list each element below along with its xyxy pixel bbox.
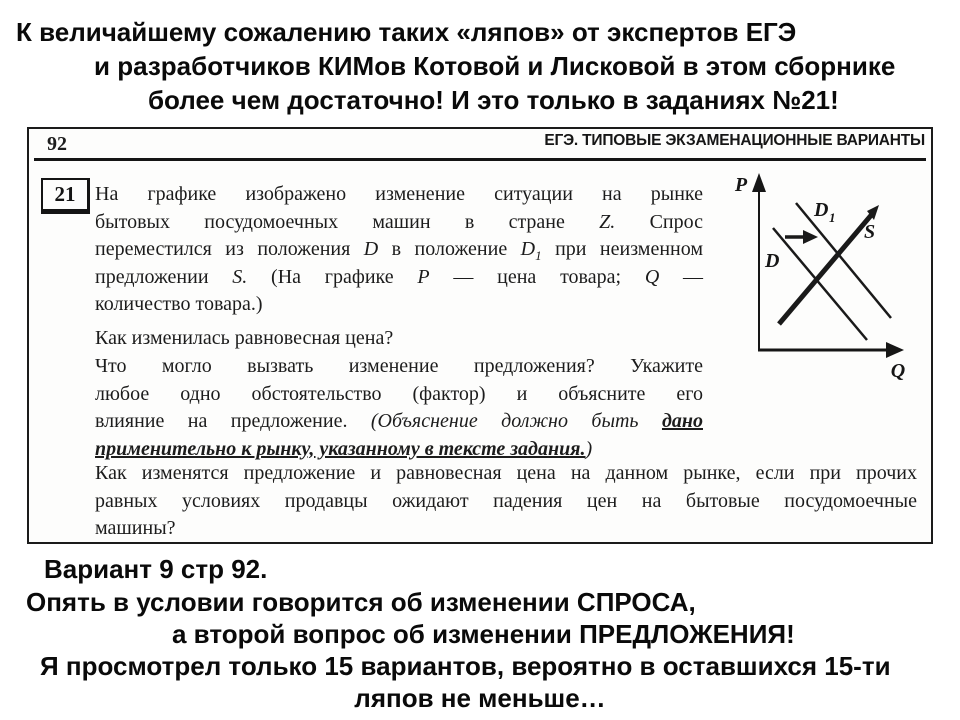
- d1-label-sub: 1: [829, 210, 836, 225]
- top-note-line-3: более чем достаточно! И это только в заданиях №21!: [148, 85, 839, 115]
- q-axis-arrow-icon: [886, 342, 904, 358]
- task-line: переместился из положения D в положение $D_1$ при неизменном: [95, 238, 704, 263]
- task-line: машины?: [95, 517, 176, 539]
- d-label: D: [765, 250, 780, 272]
- task-line: применительно к рынку, указанному в тексте задания.): [95, 437, 593, 460]
- task-line: На графике изображено изменение ситуации на рынке: [95, 183, 703, 205]
- top-note-line-1: К величайшему сожалению таких «ляпов» от экспертов ЕГЭ: [16, 17, 797, 47]
- task-number-box: [41, 178, 90, 214]
- p-axis-arrow-icon: [752, 173, 766, 192]
- demand-line-d: [773, 228, 867, 340]
- task-question-1: Как изменилась равновесная цена?: [95, 327, 394, 349]
- task-line: равных условиях продавцы ожидают падения цен на бытовые посудомоечные: [95, 489, 917, 512]
- bottom-note-line-4: Я просмотрел только 15 вариантов, вероятно в оставшихся 15-ти: [40, 651, 891, 681]
- task-line: влияние на предложение. (Объяснение должно быть дано: [95, 410, 703, 432]
- bottom-note-line-5: ляпов не меньше…: [354, 683, 606, 713]
- bottom-note-line-2: Опять в условии говорится об изменении СПРОСА,: [26, 587, 696, 617]
- task-line: любое одно обстоятельство (фактор) и объясните его: [95, 382, 703, 405]
- q-axis-label: Q: [890, 360, 906, 382]
- task-paragraph-1: [95, 181, 703, 319]
- p-axis-label: P: [734, 174, 748, 196]
- scanned-page: [27, 127, 933, 544]
- supply-line-s: [779, 213, 876, 324]
- task-line: предложении S. (На графике P — цена товара; Q —: [95, 265, 704, 288]
- task-line: Как изменятся предложение и равновесная цена на данном рынке, если при прочих: [95, 462, 917, 484]
- supply-demand-graph: [701, 161, 941, 391]
- bottom-note-line-1: Вариант 9 стр 92.: [44, 554, 268, 584]
- shift-arrow-icon: [803, 230, 818, 244]
- task-line: Что могло вызвать изменение предложения? Укажите: [95, 355, 703, 377]
- task-paragraph-3: [95, 460, 917, 543]
- bottom-note-line-3: а второй вопрос об изменении ПРЕДЛОЖЕНИЯ!: [172, 619, 795, 649]
- page-number: 92: [47, 133, 67, 155]
- task-paragraph-2: [95, 353, 703, 463]
- task-line: количество товара.): [95, 293, 263, 315]
- s-label: S: [864, 221, 876, 243]
- demand-line-d1: [796, 203, 891, 318]
- top-note-line-2: и разработчиков КИМов Котовой и Лисковой в этом сборнике: [94, 51, 896, 81]
- task-line: бытовых посудомоечных машин в стране Z. Спрос: [95, 210, 703, 233]
- task-number: 21: [54, 182, 76, 206]
- running-head: ЕГЭ. ТИПОВЫЕ ЭКЗАМЕНАЦИОННЫЕ ВАРИАНТЫ: [544, 132, 925, 149]
- d1-label: D: [814, 199, 829, 221]
